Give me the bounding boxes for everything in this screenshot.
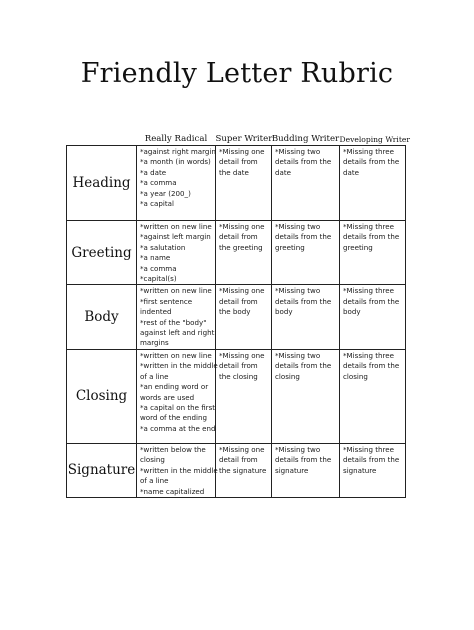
- criterion-text: *Missing one detail from the closing: [219, 350, 265, 381]
- criterion-text: *Missing one detail from the signature: [219, 444, 267, 475]
- criterion-line: *a salutation: [140, 242, 186, 252]
- column-header-budding-writer: Budding Writer: [271, 134, 340, 144]
- criterion-text: *Missing two details from the signature: [275, 444, 332, 475]
- rubric-table: [66, 130, 411, 498]
- criterion-line: *rest of the "body": [140, 317, 207, 327]
- cell-greeting-super-writer: [216, 221, 272, 285]
- criterion-line: margins: [140, 338, 169, 348]
- criterion-line: *a capital on the first: [140, 402, 216, 412]
- column-header-super-writer: Super Writer: [215, 134, 273, 144]
- row-label-closing: Closing: [67, 349, 137, 443]
- cell-body-developing-writer: [340, 285, 406, 349]
- table-row-signature: [67, 443, 406, 497]
- criterion-line: *written on new line: [140, 222, 212, 231]
- cell-heading-developing-writer: [340, 146, 406, 221]
- criterion-text: *Missing two details from the body: [275, 286, 332, 317]
- criterion-line: *written on new line: [140, 286, 212, 296]
- criterion-text: *Missing three details from the signature: [343, 444, 400, 475]
- column-header-developing-writer: Developing Writer: [339, 135, 411, 144]
- page-title: Friendly Letter Rubric: [80, 58, 394, 89]
- criterion-line: words are used: [140, 392, 195, 402]
- table-row-heading: [67, 146, 406, 221]
- row-label-signature: Signature: [67, 443, 137, 497]
- cell-closing-developing-writer: [340, 349, 406, 443]
- table-row-body: [67, 285, 406, 349]
- criterion-line: *a comma: [140, 263, 177, 273]
- criterion-text: *Missing two details from the date: [275, 147, 332, 177]
- criterion-text: *Missing two details from the closing: [275, 350, 332, 381]
- criterion-line: *written in the middle: [140, 361, 218, 371]
- row-label-greeting: Greeting: [67, 221, 137, 285]
- criterion-line: *a comma at the end: [140, 423, 216, 433]
- criterion-text: *Missing three details from the date: [343, 147, 400, 177]
- criterion-line: indented: [140, 307, 172, 317]
- table-row-greeting: [67, 221, 406, 285]
- cell-signature-budding-writer: [272, 443, 340, 497]
- criterion-line: of a line: [140, 476, 169, 486]
- criterion-line: *name capitalized: [140, 486, 205, 496]
- cell-greeting-developing-writer: [340, 221, 406, 285]
- cell-heading-budding-writer: [272, 146, 340, 221]
- criterion-line: *written in the middle: [140, 465, 218, 475]
- cell-greeting-budding-writer: [272, 221, 340, 285]
- criterion-line: word of the ending: [140, 413, 208, 423]
- criterion-text: *Missing two details from the greeting: [275, 222, 332, 252]
- criterion-text: *Missing three details from the greeting: [343, 222, 400, 252]
- cell-signature-really-radical: [137, 443, 216, 497]
- criterion-line: *against left margin: [140, 232, 211, 242]
- criterion-line: *first sentence: [140, 296, 193, 306]
- cell-body-super-writer: [216, 285, 272, 349]
- criterion-line: *written on new line: [140, 350, 212, 360]
- cell-closing-really-radical: [137, 349, 216, 443]
- criterion-line: *a name: [140, 253, 171, 263]
- criterion-line: against left and right: [140, 328, 215, 338]
- criterion-line: *a month (in words): [140, 157, 211, 167]
- header-empty: [67, 130, 137, 146]
- cell-closing-budding-writer: [272, 349, 340, 443]
- criterion-line: *a date: [140, 167, 167, 177]
- criterion-line: *a year (200_): [140, 188, 191, 198]
- row-label-body: Body: [67, 285, 137, 349]
- criterion-text: *Missing one detail from the body: [219, 286, 265, 317]
- criterion-line: *capital(s): [140, 274, 177, 284]
- criterion-text: *Missing three details from the closing: [343, 350, 400, 381]
- cell-body-budding-writer: [272, 285, 340, 349]
- criterion-line: *an ending word or: [140, 382, 209, 392]
- cell-body-really-radical: [137, 285, 216, 349]
- cell-closing-super-writer: [216, 349, 272, 443]
- cell-signature-developing-writer: [340, 443, 406, 497]
- criterion-text: *Missing one detail from the date: [219, 147, 265, 177]
- criterion-line: *against right margin: [140, 147, 216, 156]
- criterion-line: closing: [140, 455, 165, 465]
- criterion-line: *a capital: [140, 199, 174, 209]
- criterion-line: *a comma: [140, 178, 177, 188]
- row-label-heading: Heading: [67, 146, 137, 221]
- criterion-text: *Missing three details from the body: [343, 286, 400, 317]
- header-row: [67, 130, 406, 146]
- table-row-closing: [67, 349, 406, 443]
- criterion-line: *written below the: [140, 444, 206, 454]
- criterion-line: of a line: [140, 371, 169, 381]
- cell-heading-super-writer: [216, 146, 272, 221]
- column-header-really-radical: Really Radical: [144, 134, 208, 144]
- criterion-text: *Missing one detail from the greeting: [219, 222, 265, 252]
- cell-signature-super-writer: [216, 443, 272, 497]
- cell-heading-really-radical: [137, 146, 216, 221]
- cell-greeting-really-radical: [137, 221, 216, 285]
